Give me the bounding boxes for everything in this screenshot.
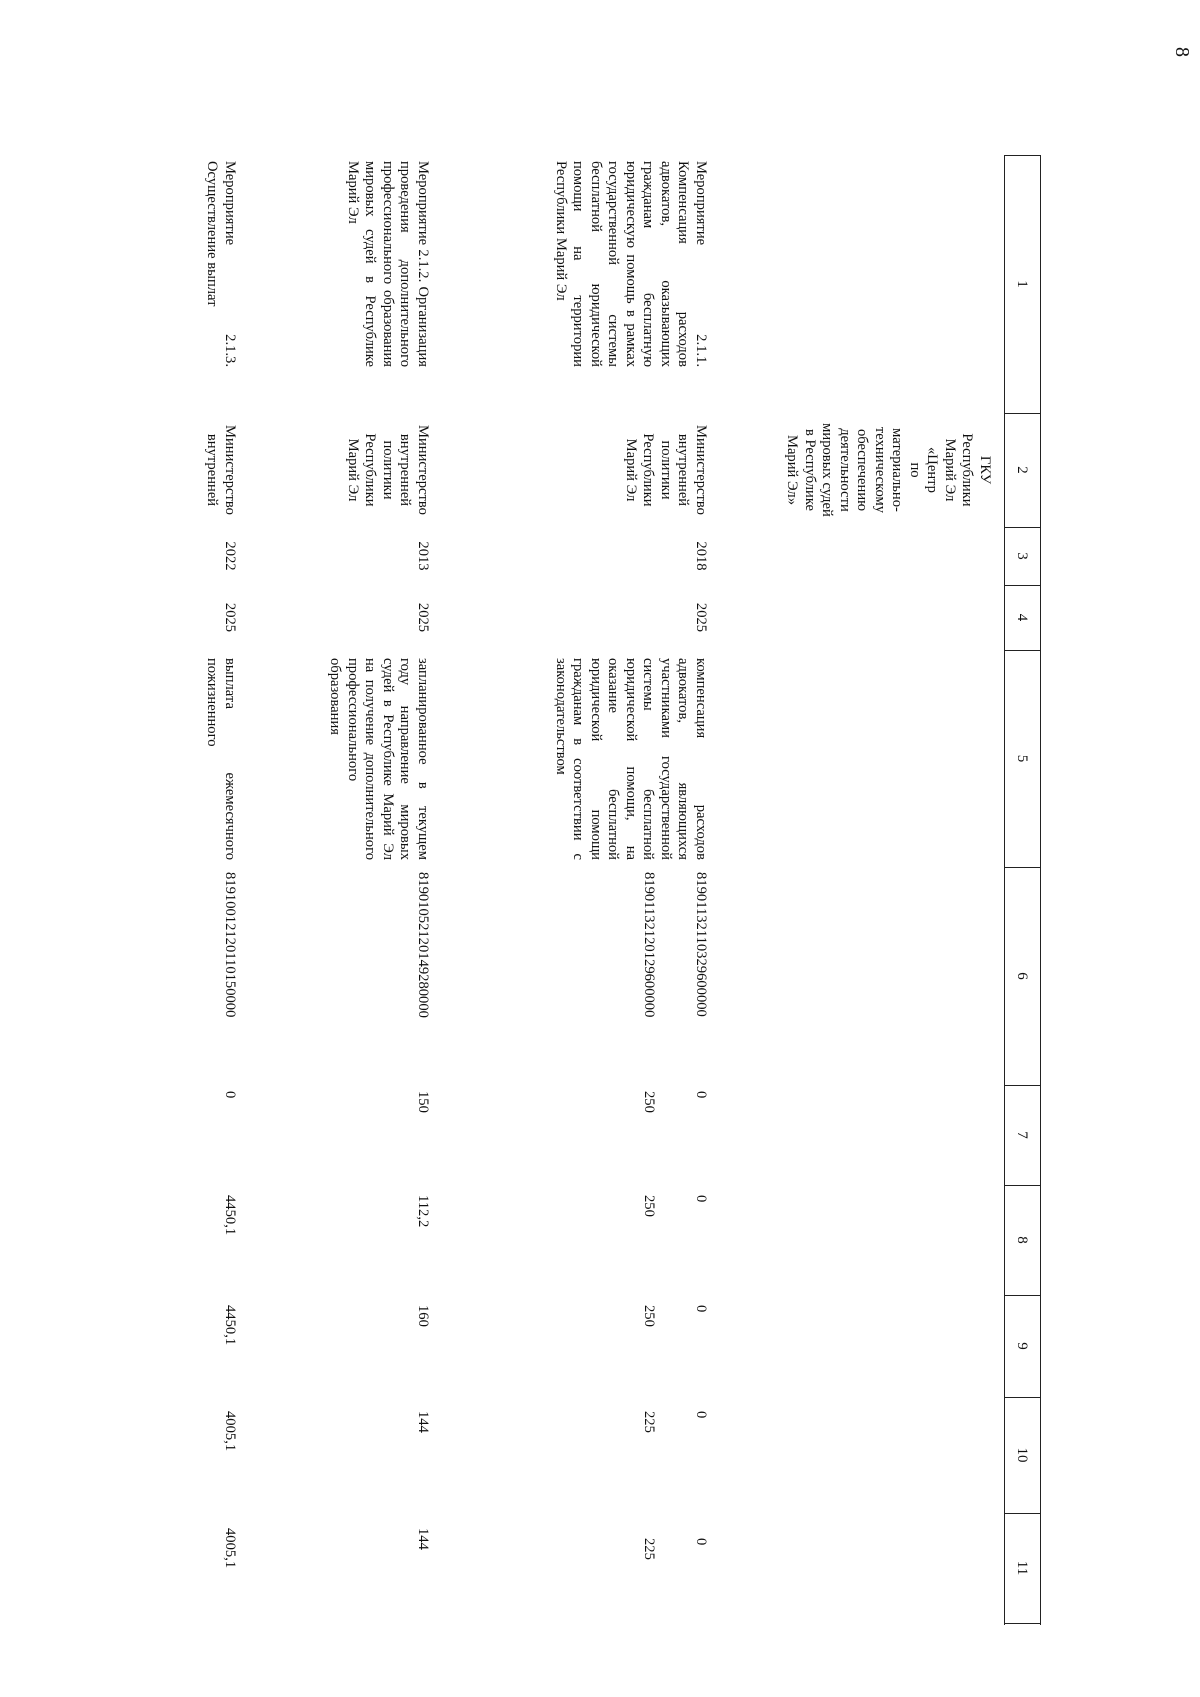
row-1-col7: 0 250 xyxy=(641,1091,709,1113)
row-3-col8: 4450,1 xyxy=(222,1195,238,1236)
row-1-col8: 0 250 xyxy=(641,1195,709,1217)
row-2-col8: 112,2 xyxy=(415,1195,431,1228)
row-3-activity: Мероприятие 2.1.3. Осуществление выплат xyxy=(204,161,238,367)
column-number-3: 3 xyxy=(1014,552,1030,560)
row-3-col7: 0 xyxy=(222,1091,238,1099)
column-number-10: 10 xyxy=(1014,1447,1030,1463)
row-2-end-year: 2025 xyxy=(415,602,431,633)
column-number-11: 11 xyxy=(1014,1560,1030,1576)
row-3-col10: 4005,1 xyxy=(222,1411,238,1452)
row-2-col7: 150 xyxy=(415,1091,431,1113)
row-1-col11: 0 225 xyxy=(641,1538,709,1560)
page-number: 8 xyxy=(1171,47,1193,57)
row-0-executor: ГКУ Республики Марий Эл «Центр по материально- техническому обеспечению деятельности мировых судей в Республике Марий Эл» xyxy=(784,423,993,517)
row-1-executor: Министерство внутренней политики Республики Марий Эл xyxy=(623,425,709,515)
row-3-col9: 4450,1 xyxy=(222,1305,238,1346)
row-1-col10: 0 225 xyxy=(641,1411,709,1433)
row-2-col10: 144 xyxy=(415,1411,431,1433)
table-header-rule xyxy=(1004,155,1005,1625)
column-number-5: 5 xyxy=(1014,754,1030,763)
column-number-2: 2 xyxy=(1014,466,1030,474)
row-1-start-year: 2018 xyxy=(693,541,709,571)
row-3-executor: Министерство внутренней xyxy=(204,425,238,515)
row-1-result: компенсация расходов адвокатов, являющихся участниками государственной системы бесплатной юридической помощи, на оказание бесплатной юридической помощи гражданам в соответствии с законодательством xyxy=(553,658,709,860)
column-divider xyxy=(1005,1623,1041,1624)
row-1-col9: 0 250 xyxy=(641,1305,709,1327)
column-number-6: 6 xyxy=(1014,972,1030,980)
row-2-executor: Министерство внутренней политики Республики Марий Эл xyxy=(345,425,431,515)
row-3-end-year: 2025 xyxy=(222,602,238,633)
row-2-result: запланированное в текущем году направление мировых судей в Республике Марий Эл на получение дополнительного профессионального образования xyxy=(327,658,431,860)
table-top-rule xyxy=(1040,155,1041,1625)
row-1-end-year: 2025 xyxy=(693,602,709,633)
row-3-result: выплата ежемесячного пожизненного xyxy=(204,658,238,860)
row-2-activity: Мероприятие 2.1.2. Организация проведения дополнительного профессионального образования мировых судей в Республике Марий Эл xyxy=(345,161,431,367)
column-number-8: 8 xyxy=(1014,1236,1030,1244)
row-1-activity: Мероприятие 2.1.1. Компенсация расходов адвокатов, оказывающих гражданам бесплатную юридическую помощь в рамках государственной системы бесплатной юридической помощи на территории Республики Марий Эл xyxy=(553,161,709,367)
column-number-1: 1 xyxy=(1014,280,1030,288)
column-number-7: 7 xyxy=(1014,1131,1030,1139)
row-2-col9: 160 xyxy=(415,1305,431,1327)
column-number-4: 4 xyxy=(1014,613,1030,622)
row-2-start-year: 2013 xyxy=(415,541,431,571)
rotated-table xyxy=(0,155,1041,1625)
row-3-col11: 4005,1 xyxy=(222,1528,238,1569)
row-1-codes: 81901132110329600000 81901132120129600000 xyxy=(641,872,709,1018)
row-3-start-year: 2022 xyxy=(222,541,238,571)
row-2-code: 81901052120149280000 xyxy=(415,872,431,1018)
column-number-9: 9 xyxy=(1014,1342,1030,1350)
row-3-code: 81910012120110150000 xyxy=(222,872,238,1018)
row-2-col11: 144 xyxy=(415,1528,431,1550)
